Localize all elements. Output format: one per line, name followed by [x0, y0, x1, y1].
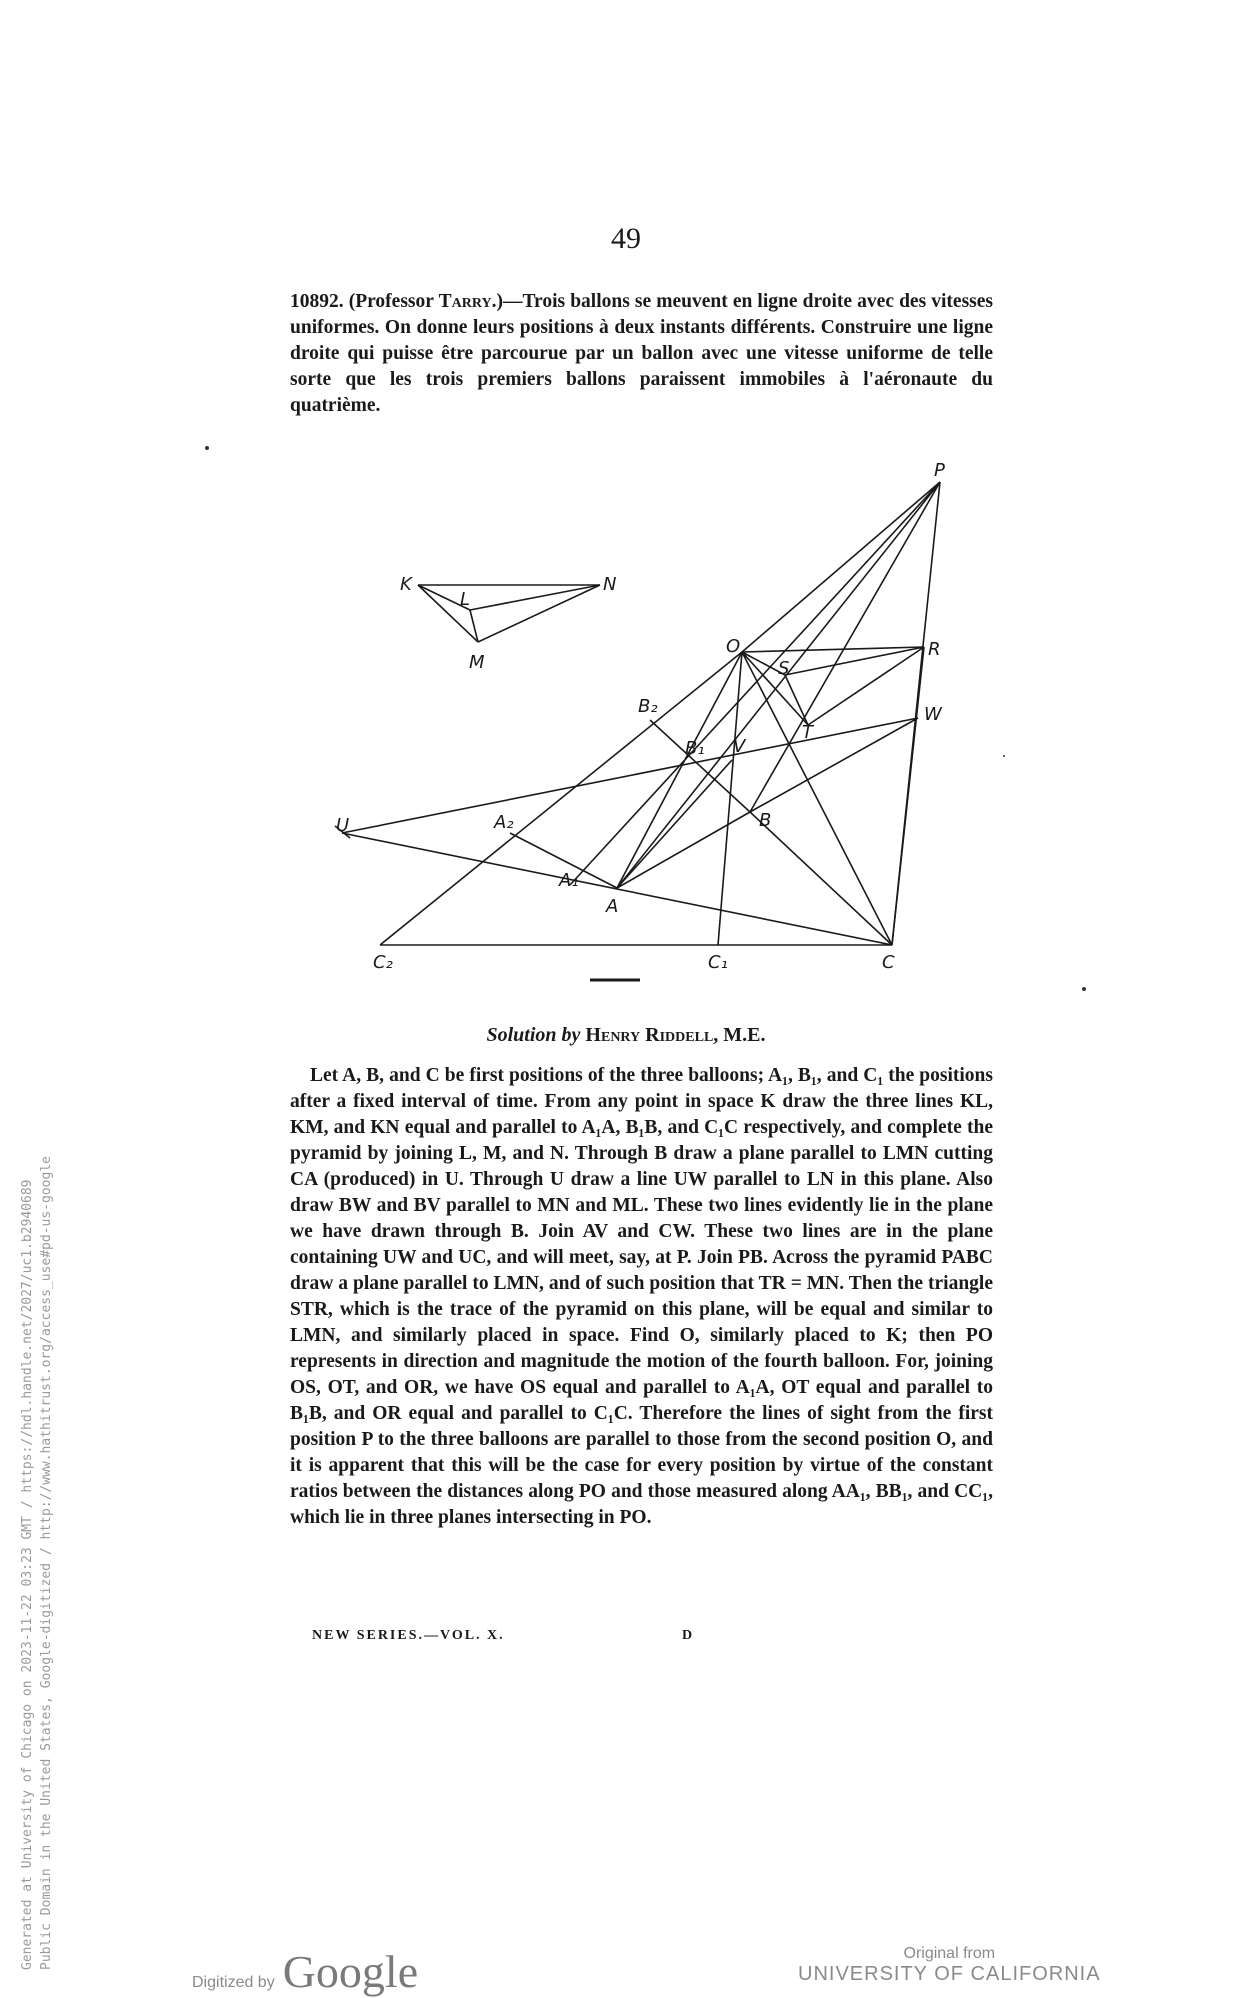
solution-by: Solution by	[486, 1024, 586, 1046]
label-A2: A₂	[494, 812, 514, 833]
label-K: K	[400, 574, 412, 595]
label-R: R	[928, 639, 941, 660]
label-O: O	[726, 636, 741, 657]
label-A1: A₁	[559, 870, 579, 891]
problem-text: .)—Trois ballons se meuvent en ligne droite avec des vitesses uniformes. On donne leurs positions à deux instants différents. Construire une ligne droite qui puisse être parcourue par un ballon avec une vitesse uniforme de telle sorte que les trois premiers ballons paraissent immobiles à l'aéronaute du quatrième.	[290, 291, 993, 416]
label-B2: B₂	[638, 696, 658, 717]
label-S: S	[778, 658, 790, 679]
original-institution: UNIVERSITY OF CALIFORNIA	[798, 1963, 1101, 1985]
label-U: U	[336, 815, 350, 836]
original-from	[798, 1945, 1101, 1986]
solution-author: Henry Riddell	[585, 1024, 714, 1046]
watermark-line-2: Public Domain in the United States, Google-digitized / http://www.hathitrust.org/access_use#pd-us-google	[39, 1156, 54, 1970]
page-number: 49	[611, 222, 641, 255]
problem-statement	[290, 289, 993, 419]
label-P: P	[934, 460, 945, 481]
hathitrust-watermark	[18, 1156, 56, 1970]
label-C1: C₁	[708, 952, 728, 973]
solution-suffix: , M.E.	[713, 1024, 766, 1046]
label-W: W	[924, 704, 942, 725]
label-A: A	[606, 896, 619, 917]
label-C: C	[882, 952, 895, 973]
label-V: V	[733, 736, 746, 757]
google-logo: Google	[282, 1946, 419, 1997]
label-B1: B₁	[685, 738, 705, 759]
label-L: L	[460, 589, 471, 610]
solution-heading	[0, 1024, 1252, 1047]
original-label: Original from	[903, 1945, 996, 1962]
watermark-line-1: Generated at University of Chicago on 2023-11-22 03:23 GMT / https://hdl.handle.net/2027/uc1.b2940689	[20, 1179, 35, 1970]
digitized-by	[192, 1945, 418, 1998]
solution-text: Let A, B, and C be first positions of the three balloons; A₁, B₁, and C₁ the positions after a fixed interval of time. From any point in space K draw the three lines KL, KM, and KN equal and parallel to A₁A, B₁B, and C₁C respectively, and complete the pyramid by joining L, M, and N. Through B draw a plane parallel to LMN cutting CA (produced) in U. Through U draw a line UW parallel to LN in this plane. Also draw BW and BV parallel to MN and ML. These two lines evidently lie in the plane we have drawn through B. Join AV and CW. These two lines are in the plane containing UW and UC, and will meet, say, at P. Join PB. Across the pyramid PABC draw a plane parallel to LMN, and of such position that TR = MN. Then the triangle STR, which is the trace of the pyramid on this plane, will be equal and similar to LMN, and similarly placed in space. Find O, similarly placed to K; then PO represents in direction and magnitude the motion of the fourth balloon. For, joining OS, OT, and OR, we have OS equal and parallel to A₁A, OT equal and parallel to B₁B, and OR equal and parallel to C₁C. Therefore the lines of sight from the first position P to the three balloons are parallel to those from the second position O, and it is apparent that this will be the case for every position by virtue of the constant ratios between the distances along PO and those measured along AA₁, BB₁, and CC₁, which lie in three planes intersecting in PO.	[290, 1065, 993, 1528]
digitized-label: Digitized by	[192, 1974, 275, 1991]
signature-mark: D	[682, 1628, 693, 1643]
geometry-figure	[300, 450, 1020, 1010]
stray-mark	[1082, 987, 1086, 991]
solution-body	[290, 1063, 993, 1531]
problem-number: 10892.	[290, 291, 344, 312]
label-C2: C₂	[373, 952, 393, 973]
label-T: T	[802, 722, 813, 743]
label-N: N	[603, 574, 617, 595]
problem-open: (Professor	[348, 291, 439, 312]
label-B: B	[759, 810, 772, 831]
series-footer: NEW SERIES.—VOL. X.	[312, 1628, 505, 1643]
problem-author: Tarry	[438, 291, 492, 312]
stray-mark	[205, 446, 209, 450]
label-M: M	[469, 652, 485, 673]
